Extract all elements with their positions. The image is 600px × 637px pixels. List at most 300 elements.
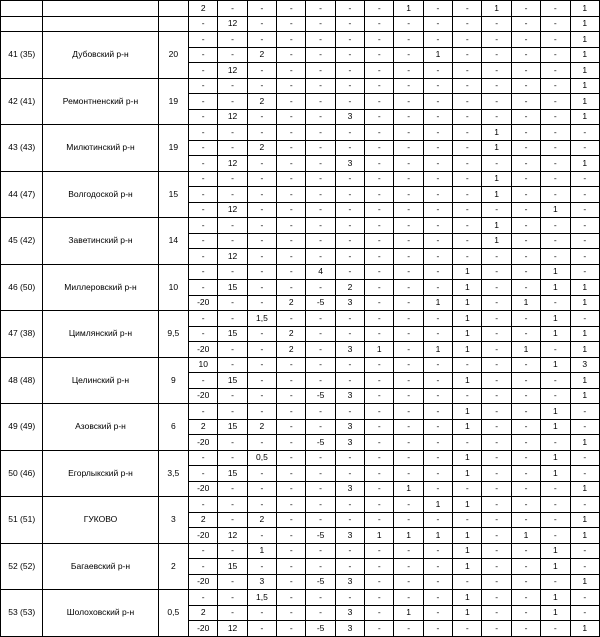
data-cell: - bbox=[247, 1, 276, 17]
data-cell: - bbox=[511, 156, 540, 172]
data-cell: 1 bbox=[453, 590, 482, 606]
data-cell: -5 bbox=[306, 388, 335, 404]
data-cell: - bbox=[511, 419, 540, 435]
data-cell: - bbox=[189, 559, 218, 575]
data-cell: - bbox=[453, 156, 482, 172]
data-cell: - bbox=[541, 187, 570, 203]
data-cell: - bbox=[277, 481, 306, 497]
data-cell: - bbox=[423, 218, 452, 234]
data-cell: - bbox=[365, 187, 394, 203]
data-cell: - bbox=[247, 559, 276, 575]
data-cell: - bbox=[277, 32, 306, 48]
data-cell: - bbox=[482, 78, 511, 94]
data-cell: - bbox=[511, 435, 540, 451]
data-cell: - bbox=[423, 125, 452, 141]
data-cell: - bbox=[365, 47, 394, 63]
data-cell: -5 bbox=[306, 435, 335, 451]
data-cell: 1 bbox=[541, 326, 570, 342]
data-cell: 2 bbox=[277, 342, 306, 358]
data-cell: - bbox=[423, 404, 452, 420]
data-cell: - bbox=[335, 373, 364, 389]
data-cell: - bbox=[247, 32, 276, 48]
data-cell: - bbox=[277, 512, 306, 528]
data-cell: - bbox=[218, 512, 247, 528]
data-cell: - bbox=[365, 388, 394, 404]
data-cell: - bbox=[306, 559, 335, 575]
data-cell: 10 bbox=[189, 357, 218, 373]
data-cell: 1 bbox=[453, 559, 482, 575]
data-cell: 12 bbox=[218, 621, 247, 637]
data-cell: - bbox=[453, 202, 482, 218]
data-cell: - bbox=[189, 202, 218, 218]
data-cell: - bbox=[511, 94, 540, 110]
data-cell: - bbox=[541, 140, 570, 156]
data-cell: 1 bbox=[453, 543, 482, 559]
data-cell: 15 bbox=[218, 326, 247, 342]
data-cell: - bbox=[541, 47, 570, 63]
data-cell: - bbox=[247, 109, 276, 125]
data-cell: - bbox=[394, 466, 423, 482]
data-cell: - bbox=[511, 264, 540, 280]
data-cell: - bbox=[335, 16, 364, 32]
data-cell: - bbox=[189, 466, 218, 482]
data-cell: - bbox=[218, 605, 247, 621]
data-cell: - bbox=[541, 342, 570, 358]
data-cell: - bbox=[277, 187, 306, 203]
data-cell: - bbox=[277, 621, 306, 637]
data-cell: - bbox=[189, 280, 218, 296]
data-cell: 1 bbox=[570, 512, 599, 528]
data-cell: -20 bbox=[189, 388, 218, 404]
data-cell: 1 bbox=[541, 311, 570, 327]
data-cell: - bbox=[394, 125, 423, 141]
data-cell: - bbox=[570, 233, 599, 249]
data-cell: - bbox=[453, 574, 482, 590]
region-name-cell: Ремонтненский р-н bbox=[43, 78, 158, 125]
data-cell: - bbox=[453, 218, 482, 234]
data-cell: - bbox=[541, 233, 570, 249]
data-cell: - bbox=[570, 543, 599, 559]
data-cell: 2 bbox=[277, 326, 306, 342]
data-cell: - bbox=[277, 94, 306, 110]
data-cell: - bbox=[277, 264, 306, 280]
data-cell: - bbox=[218, 311, 247, 327]
data-cell: - bbox=[423, 435, 452, 451]
data-cell: - bbox=[365, 311, 394, 327]
data-cell: - bbox=[453, 621, 482, 637]
data-cell: - bbox=[482, 497, 511, 513]
region-name-cell: Целинский р-н bbox=[43, 357, 158, 404]
data-cell: - bbox=[306, 218, 335, 234]
data-cell: - bbox=[335, 404, 364, 420]
data-cell: - bbox=[394, 326, 423, 342]
data-cell: 1 bbox=[453, 280, 482, 296]
data-cell: 1 bbox=[394, 605, 423, 621]
data-cell: - bbox=[247, 404, 276, 420]
region-name-cell bbox=[43, 1, 158, 17]
score-cell: 9 bbox=[158, 357, 188, 404]
data-cell: - bbox=[218, 574, 247, 590]
data-cell: - bbox=[423, 94, 452, 110]
data-cell: - bbox=[306, 233, 335, 249]
data-cell: - bbox=[365, 125, 394, 141]
data-cell: - bbox=[189, 187, 218, 203]
data-cell: - bbox=[365, 1, 394, 17]
data-cell: - bbox=[218, 233, 247, 249]
data-cell: - bbox=[335, 202, 364, 218]
region-name-cell: Шолоховский р-н bbox=[43, 590, 158, 637]
data-cell: - bbox=[482, 543, 511, 559]
data-cell: - bbox=[423, 233, 452, 249]
data-cell: 1 bbox=[570, 481, 599, 497]
data-cell: - bbox=[218, 342, 247, 358]
rank-cell bbox=[1, 1, 43, 17]
data-cell: - bbox=[189, 32, 218, 48]
data-cell: 2 bbox=[189, 605, 218, 621]
data-cell: - bbox=[306, 32, 335, 48]
region-name-cell: Волгодоской р-н bbox=[43, 171, 158, 218]
data-cell: - bbox=[365, 94, 394, 110]
data-cell: - bbox=[541, 373, 570, 389]
data-cell: - bbox=[277, 311, 306, 327]
table-row bbox=[1, 264, 600, 280]
data-cell: - bbox=[482, 435, 511, 451]
data-cell: - bbox=[482, 264, 511, 280]
data-cell: 1 bbox=[482, 187, 511, 203]
data-cell: 1 bbox=[541, 404, 570, 420]
data-cell: - bbox=[511, 125, 540, 141]
data-cell: - bbox=[453, 435, 482, 451]
data-cell: 3 bbox=[335, 419, 364, 435]
data-cell: - bbox=[541, 78, 570, 94]
data-cell: - bbox=[277, 373, 306, 389]
data-cell: 1 bbox=[541, 605, 570, 621]
data-cell: - bbox=[482, 574, 511, 590]
data-cell: - bbox=[541, 497, 570, 513]
data-cell: - bbox=[511, 171, 540, 187]
data-cell: 12 bbox=[218, 109, 247, 125]
data-cell: - bbox=[482, 94, 511, 110]
data-cell: 3 bbox=[247, 574, 276, 590]
data-cell: - bbox=[218, 388, 247, 404]
data-cell: - bbox=[394, 590, 423, 606]
data-cell: - bbox=[277, 528, 306, 544]
data-cell: - bbox=[335, 63, 364, 79]
data-cell: - bbox=[423, 605, 452, 621]
data-cell: - bbox=[511, 512, 540, 528]
data-cell: - bbox=[541, 109, 570, 125]
data-cell: 1,5 bbox=[247, 590, 276, 606]
table-row bbox=[1, 218, 600, 234]
data-cell: - bbox=[365, 481, 394, 497]
table-row bbox=[1, 311, 600, 327]
data-cell: - bbox=[482, 16, 511, 32]
data-cell: - bbox=[394, 497, 423, 513]
data-cell: - bbox=[306, 605, 335, 621]
data-cell: - bbox=[365, 295, 394, 311]
data-cell: - bbox=[511, 450, 540, 466]
data-cell: - bbox=[482, 109, 511, 125]
data-cell: - bbox=[453, 233, 482, 249]
data-cell: 1 bbox=[453, 326, 482, 342]
data-cell: - bbox=[511, 543, 540, 559]
data-cell: - bbox=[277, 218, 306, 234]
data-cell: - bbox=[453, 357, 482, 373]
data-cell: - bbox=[511, 574, 540, 590]
data-cell: - bbox=[365, 249, 394, 265]
data-cell: - bbox=[189, 373, 218, 389]
data-cell: - bbox=[189, 311, 218, 327]
data-cell: - bbox=[365, 264, 394, 280]
data-cell: - bbox=[218, 435, 247, 451]
rank-cell: 50 (46) bbox=[1, 450, 43, 497]
data-cell: 1 bbox=[541, 357, 570, 373]
data-cell: - bbox=[423, 171, 452, 187]
data-cell: - bbox=[453, 78, 482, 94]
data-cell: - bbox=[423, 32, 452, 48]
data-cell: 1 bbox=[365, 342, 394, 358]
data-cell: - bbox=[247, 171, 276, 187]
data-cell: - bbox=[247, 280, 276, 296]
data-cell: - bbox=[189, 109, 218, 125]
data-cell: - bbox=[453, 388, 482, 404]
data-cell: - bbox=[482, 388, 511, 404]
data-cell: 1 bbox=[570, 528, 599, 544]
data-cell: 3 bbox=[335, 605, 364, 621]
data-cell: - bbox=[394, 543, 423, 559]
data-cell: - bbox=[335, 187, 364, 203]
data-cell: - bbox=[277, 202, 306, 218]
data-cell: - bbox=[453, 32, 482, 48]
data-cell: - bbox=[335, 218, 364, 234]
data-cell: - bbox=[511, 233, 540, 249]
data-cell: - bbox=[277, 171, 306, 187]
data-cell: - bbox=[570, 171, 599, 187]
data-cell: - bbox=[365, 218, 394, 234]
data-cell: - bbox=[189, 326, 218, 342]
data-cell: - bbox=[247, 125, 276, 141]
data-cell: 1 bbox=[541, 280, 570, 296]
data-cell: - bbox=[511, 202, 540, 218]
data-cell: 1 bbox=[453, 311, 482, 327]
data-cell: - bbox=[277, 404, 306, 420]
data-cell: - bbox=[482, 512, 511, 528]
data-cell: - bbox=[365, 373, 394, 389]
data-cell: 1 bbox=[570, 326, 599, 342]
data-cell: - bbox=[423, 156, 452, 172]
table-row bbox=[1, 543, 600, 559]
data-cell: - bbox=[247, 218, 276, 234]
data-cell: - bbox=[218, 32, 247, 48]
rank-cell: 51 (51) bbox=[1, 497, 43, 544]
data-cell: 2 bbox=[247, 512, 276, 528]
data-cell: - bbox=[189, 16, 218, 32]
data-cell: - bbox=[453, 140, 482, 156]
data-cell: - bbox=[247, 605, 276, 621]
data-cell: - bbox=[453, 512, 482, 528]
data-cell: - bbox=[306, 543, 335, 559]
data-cell: - bbox=[453, 125, 482, 141]
data-cell: - bbox=[218, 590, 247, 606]
data-cell: - bbox=[394, 419, 423, 435]
data-cell: - bbox=[453, 109, 482, 125]
data-cell: - bbox=[482, 156, 511, 172]
table-row bbox=[1, 171, 600, 187]
data-cell: - bbox=[218, 125, 247, 141]
data-cell: 2 bbox=[247, 140, 276, 156]
data-cell: - bbox=[541, 249, 570, 265]
data-cell: - bbox=[189, 78, 218, 94]
data-cell: - bbox=[247, 264, 276, 280]
data-cell: 1 bbox=[570, 63, 599, 79]
data-cell: - bbox=[365, 435, 394, 451]
data-cell: - bbox=[247, 357, 276, 373]
data-cell: - bbox=[511, 1, 540, 17]
data-cell: - bbox=[247, 528, 276, 544]
data-cell: - bbox=[365, 543, 394, 559]
data-cell: - bbox=[335, 94, 364, 110]
data-cell: 1 bbox=[482, 125, 511, 141]
data-cell: 3 bbox=[335, 295, 364, 311]
data-cell: - bbox=[423, 481, 452, 497]
data-cell: - bbox=[570, 590, 599, 606]
region-name-cell: Миллеровский р-н bbox=[43, 264, 158, 311]
data-cell: - bbox=[277, 574, 306, 590]
data-cell: -20 bbox=[189, 528, 218, 544]
data-cell: - bbox=[189, 140, 218, 156]
data-cell: - bbox=[541, 388, 570, 404]
data-cell: - bbox=[277, 559, 306, 575]
data-cell: 1 bbox=[453, 264, 482, 280]
data-cell: 1 bbox=[570, 373, 599, 389]
data-cell: - bbox=[277, 605, 306, 621]
data-cell: 3 bbox=[335, 528, 364, 544]
data-cell: - bbox=[570, 187, 599, 203]
data-cell: - bbox=[189, 543, 218, 559]
data-cell: - bbox=[511, 16, 540, 32]
data-cell: - bbox=[541, 481, 570, 497]
data-cell: - bbox=[482, 280, 511, 296]
data-cell: - bbox=[218, 357, 247, 373]
data-cell: - bbox=[306, 156, 335, 172]
data-cell: - bbox=[247, 233, 276, 249]
score-cell: 6 bbox=[158, 404, 188, 451]
data-cell: - bbox=[511, 78, 540, 94]
data-cell: - bbox=[541, 1, 570, 17]
data-cell: 15 bbox=[218, 280, 247, 296]
table-row bbox=[1, 497, 600, 513]
data-cell: - bbox=[306, 590, 335, 606]
data-cell: - bbox=[189, 264, 218, 280]
data-cell: - bbox=[277, 357, 306, 373]
data-cell: - bbox=[306, 187, 335, 203]
data-cell: - bbox=[511, 280, 540, 296]
data-cell: 1 bbox=[541, 202, 570, 218]
data-cell: - bbox=[277, 435, 306, 451]
data-cell: - bbox=[277, 140, 306, 156]
data-cell: - bbox=[511, 621, 540, 637]
data-cell: - bbox=[365, 450, 394, 466]
data-cell: 1 bbox=[570, 109, 599, 125]
rank-cell: 47 (38) bbox=[1, 311, 43, 358]
data-cell: - bbox=[423, 202, 452, 218]
data-cell: - bbox=[423, 590, 452, 606]
data-cell: - bbox=[423, 357, 452, 373]
data-cell: - bbox=[482, 32, 511, 48]
data-cell: - bbox=[277, 63, 306, 79]
data-cell: - bbox=[277, 47, 306, 63]
data-cell: - bbox=[541, 528, 570, 544]
data-cell: - bbox=[394, 78, 423, 94]
data-cell: - bbox=[570, 202, 599, 218]
region-name-cell: Милютинский р-н bbox=[43, 125, 158, 172]
data-cell: - bbox=[482, 590, 511, 606]
data-cell: - bbox=[394, 32, 423, 48]
data-cell: - bbox=[570, 497, 599, 513]
data-cell: 1 bbox=[541, 466, 570, 482]
data-cell: - bbox=[394, 233, 423, 249]
data-cell: - bbox=[423, 109, 452, 125]
data-cell: - bbox=[570, 419, 599, 435]
region-name-cell: Цимлянский р-н bbox=[43, 311, 158, 358]
data-cell: - bbox=[394, 47, 423, 63]
data-cell: - bbox=[482, 528, 511, 544]
region-name-cell: Дубовский р-н bbox=[43, 32, 158, 79]
data-cell: - bbox=[189, 156, 218, 172]
data-cell: - bbox=[365, 590, 394, 606]
data-cell: - bbox=[394, 621, 423, 637]
data-cell: - bbox=[247, 16, 276, 32]
rank-cell: 46 (50) bbox=[1, 264, 43, 311]
data-cell: -20 bbox=[189, 621, 218, 637]
data-cell: 1 bbox=[570, 574, 599, 590]
data-cell: - bbox=[365, 233, 394, 249]
data-cell: 1 bbox=[453, 295, 482, 311]
region-name-cell: Багаевский р-н bbox=[43, 543, 158, 590]
data-cell: - bbox=[306, 125, 335, 141]
data-cell: 1 bbox=[394, 1, 423, 17]
score-cell: 2 bbox=[158, 543, 188, 590]
data-cell: - bbox=[365, 63, 394, 79]
data-cell: - bbox=[511, 140, 540, 156]
table-row bbox=[1, 590, 600, 606]
rank-cell: 41 (35) bbox=[1, 32, 43, 79]
data-cell: 1 bbox=[482, 1, 511, 17]
data-cell: - bbox=[394, 218, 423, 234]
data-cell: - bbox=[570, 404, 599, 420]
data-cell: 1 bbox=[541, 419, 570, 435]
data-cell: 1 bbox=[423, 528, 452, 544]
table-row bbox=[1, 1, 600, 17]
data-cell: - bbox=[218, 264, 247, 280]
data-cell: - bbox=[218, 171, 247, 187]
data-cell: 12 bbox=[218, 16, 247, 32]
data-cell: - bbox=[482, 326, 511, 342]
data-cell: 1 bbox=[423, 497, 452, 513]
data-cell: - bbox=[306, 512, 335, 528]
data-cell: - bbox=[365, 171, 394, 187]
data-cell: - bbox=[541, 295, 570, 311]
data-cell: 3 bbox=[335, 621, 364, 637]
data-cell: 1 bbox=[570, 435, 599, 451]
data-cell: - bbox=[306, 171, 335, 187]
data-cell: - bbox=[482, 295, 511, 311]
rank-cell: 45 (42) bbox=[1, 218, 43, 265]
data-cell: - bbox=[335, 466, 364, 482]
data-cell: 1 bbox=[482, 218, 511, 234]
data-cell: - bbox=[335, 497, 364, 513]
data-cell: 12 bbox=[218, 156, 247, 172]
